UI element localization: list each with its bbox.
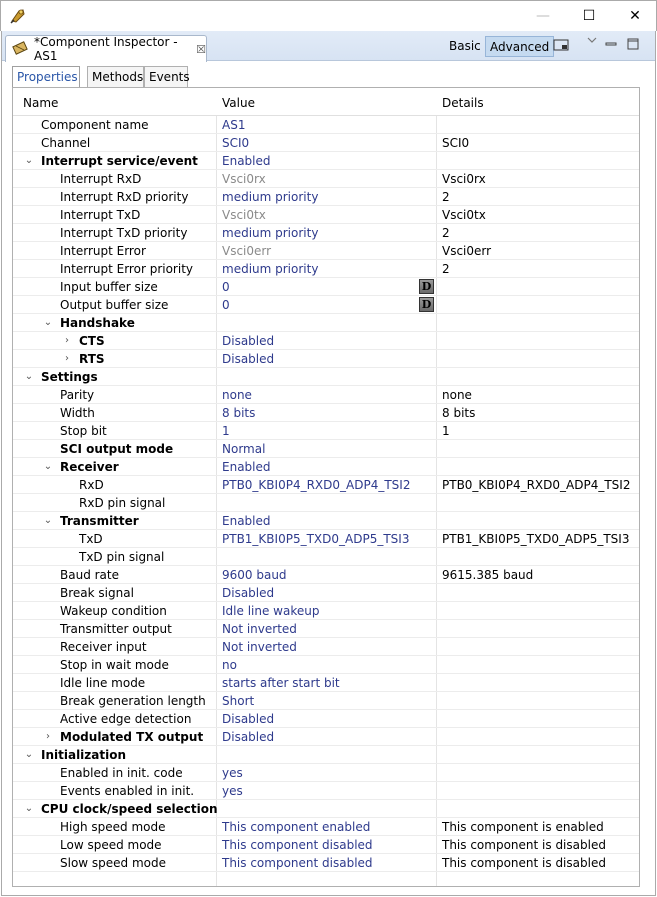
table-row[interactable]: [13, 512, 639, 530]
property-value[interactable]: medium priority: [222, 190, 319, 204]
maximize-button[interactable]: ☐: [582, 8, 596, 24]
properties-table: [12, 87, 640, 887]
property-name: Stop bit: [60, 424, 107, 438]
expand-chevron-down-icon[interactable]: ⌄: [43, 461, 53, 472]
property-name: Interrupt RxD: [60, 172, 142, 186]
expand-chevron-down-icon[interactable]: ⌄: [43, 515, 53, 526]
property-value[interactable]: Disabled: [222, 334, 275, 348]
table-row[interactable]: [13, 152, 639, 170]
property-value[interactable]: Enabled: [222, 154, 271, 168]
table-row[interactable]: [13, 566, 639, 584]
property-name: Interrupt RxD priority: [60, 190, 189, 204]
table-row[interactable]: [13, 854, 639, 872]
property-value[interactable]: medium priority: [222, 226, 319, 240]
table-row[interactable]: [13, 818, 639, 836]
property-value[interactable]: none: [222, 388, 252, 402]
property-value[interactable]: Vsci0tx: [222, 208, 266, 222]
expand-chevron-right-icon[interactable]: ›: [65, 335, 69, 346]
table-row[interactable]: [13, 170, 639, 188]
property-name: Baud rate: [60, 568, 119, 582]
property-name: High speed mode: [60, 820, 166, 834]
table-row[interactable]: [13, 836, 639, 854]
property-name: Receiver input: [60, 640, 147, 654]
property-details: 1: [442, 424, 450, 438]
property-name: SCI output mode: [60, 442, 174, 456]
table-row[interactable]: [13, 368, 639, 386]
property-details: none: [442, 388, 472, 402]
property-name: RxD: [79, 478, 104, 492]
property-value[interactable]: Enabled: [222, 514, 271, 528]
property-value[interactable]: 9600 baud: [222, 568, 287, 582]
property-value[interactable]: This component enabled: [222, 820, 371, 834]
property-value[interactable]: 1: [222, 424, 230, 438]
table-row[interactable]: [13, 260, 639, 278]
table-row[interactable]: [13, 674, 639, 692]
property-value[interactable]: Not inverted: [222, 622, 297, 636]
property-value[interactable]: medium priority: [222, 262, 319, 276]
property-name: Channel: [41, 136, 91, 150]
minimize-view-icon[interactable]: [605, 38, 617, 53]
property-details: 8 bits: [442, 406, 476, 420]
view-menu-icon[interactable]: [586, 34, 598, 48]
table-header: [13, 88, 639, 116]
property-value[interactable]: Vsci0err: [222, 244, 272, 258]
property-details: 9615.385 baud: [442, 568, 534, 582]
property-name: Interrupt TxD priority: [60, 226, 188, 240]
property-name: Interrupt service/event: [41, 154, 198, 168]
property-name: Slow speed mode: [60, 856, 167, 870]
property-value[interactable]: Not inverted: [222, 640, 297, 654]
property-details: Vsci0err: [442, 244, 492, 258]
property-value[interactable]: Disabled: [222, 712, 275, 726]
table-row[interactable]: [13, 206, 639, 224]
property-name: Input buffer size: [60, 280, 158, 294]
table-row[interactable]: [13, 188, 639, 206]
property-value[interactable]: PTB1_KBI0P5_TXD0_ADP5_TSI3: [222, 532, 410, 546]
property-value[interactable]: Disabled: [222, 730, 275, 744]
component-inspector-view: [1, 31, 656, 896]
property-value[interactable]: Normal: [222, 442, 266, 456]
table-row[interactable]: [13, 440, 639, 458]
property-value[interactable]: This component disabled: [222, 856, 373, 870]
expand-chevron-right-icon[interactable]: ›: [65, 353, 69, 364]
table-row[interactable]: [13, 116, 639, 134]
table-row[interactable]: [13, 656, 639, 674]
tab-methods[interactable]: Methods: [87, 66, 144, 88]
minimize-button[interactable]: —: [536, 8, 550, 24]
table-row[interactable]: [13, 602, 639, 620]
table-row[interactable]: [13, 134, 639, 152]
property-name: Break generation length: [60, 694, 206, 708]
table-row[interactable]: [13, 386, 639, 404]
table-row[interactable]: [13, 728, 639, 746]
column-header-name[interactable]: Name: [23, 96, 59, 110]
default-value-button[interactable]: D: [419, 279, 434, 294]
property-name: Interrupt Error: [60, 244, 146, 258]
property-value[interactable]: Disabled: [222, 586, 275, 600]
maximize-view-icon[interactable]: [627, 38, 639, 53]
property-value[interactable]: Idle line wakeup: [222, 604, 320, 618]
property-name: TxD: [79, 532, 103, 546]
view-tabbar: [2, 31, 655, 61]
expand-chevron-down-icon[interactable]: ⌄: [24, 155, 34, 166]
table-row[interactable]: [13, 782, 639, 800]
table-row[interactable]: [13, 278, 639, 296]
property-details: SCI0: [442, 136, 470, 150]
table-row[interactable]: [13, 314, 639, 332]
column-header-details[interactable]: Details: [442, 96, 484, 110]
property-details: PTB1_KBI0P5_TXD0_ADP5_TSI3: [442, 532, 630, 546]
table-row[interactable]: [13, 692, 639, 710]
table-row[interactable]: [13, 422, 639, 440]
property-details: Vsci0rx: [442, 172, 486, 186]
view-layout-icon[interactable]: [553, 38, 569, 55]
property-name: TxD pin signal: [79, 550, 165, 564]
property-details: 2: [442, 190, 450, 204]
property-value[interactable]: Short: [222, 694, 255, 708]
table-row[interactable]: [13, 458, 639, 476]
table-row[interactable]: [13, 584, 639, 602]
table-row[interactable]: [13, 638, 639, 656]
property-name: CPU clock/speed selection: [41, 802, 218, 816]
table-row[interactable]: [13, 710, 639, 728]
property-name: Width: [60, 406, 95, 420]
expand-chevron-down-icon[interactable]: ⌄: [24, 749, 34, 760]
property-details: 2: [442, 226, 450, 240]
property-name: Interrupt Error priority: [60, 262, 193, 276]
property-name: Handshake: [60, 316, 135, 330]
property-value[interactable]: 0: [222, 280, 230, 294]
property-name: CTS: [79, 334, 105, 348]
expand-chevron-right-icon[interactable]: ›: [46, 731, 50, 742]
table-row[interactable]: [13, 494, 639, 512]
property-name: Break signal: [60, 586, 134, 600]
table-row[interactable]: [13, 332, 639, 350]
window-titlebar: [0, 0, 657, 31]
table-row[interactable]: [13, 548, 639, 566]
default-value-button[interactable]: D: [419, 297, 434, 312]
property-name: Active edge detection: [60, 712, 192, 726]
property-value[interactable]: SCI0: [222, 136, 250, 150]
property-name: Events enabled in init.: [60, 784, 195, 798]
property-details: PTB0_KBI0P4_RXD0_ADP4_TSI2: [442, 478, 631, 492]
property-name: RTS: [79, 352, 105, 366]
property-value[interactable]: starts after start bit: [222, 676, 340, 690]
property-value[interactable]: PTB0_KBI0P4_RXD0_ADP4_TSI2: [222, 478, 411, 492]
expand-chevron-down-icon[interactable]: ⌄: [24, 803, 34, 814]
property-name: Receiver: [60, 460, 119, 474]
table-row[interactable]: [13, 800, 639, 818]
expand-chevron-down-icon[interactable]: ⌄: [43, 317, 53, 328]
table-row[interactable]: [13, 224, 639, 242]
tab-events[interactable]: Events: [144, 66, 188, 88]
app-icon: [9, 7, 27, 25]
property-details: 2: [442, 262, 450, 276]
table-row[interactable]: [13, 620, 639, 638]
property-details: Vsci0tx: [442, 208, 486, 222]
property-name: Parity: [60, 388, 95, 402]
property-value[interactable]: AS1: [222, 118, 246, 132]
property-name: Low speed mode: [60, 838, 162, 852]
property-details: This component is disabled: [442, 838, 606, 852]
property-value[interactable]: 8 bits: [222, 406, 256, 420]
property-name: RxD pin signal: [79, 496, 166, 510]
property-name: Enabled in init. code: [60, 766, 183, 780]
property-value[interactable]: Disabled: [222, 352, 275, 366]
table-row[interactable]: [13, 530, 639, 548]
table-row[interactable]: [13, 404, 639, 422]
property-value[interactable]: 0: [222, 298, 230, 312]
table-row[interactable]: [13, 296, 639, 314]
property-value[interactable]: yes: [222, 766, 243, 780]
column-header-value[interactable]: Value: [222, 96, 255, 110]
table-row[interactable]: [13, 476, 639, 494]
property-name: Component name: [41, 118, 149, 132]
table-row[interactable]: [13, 242, 639, 260]
property-value[interactable]: This component disabled: [222, 838, 373, 852]
property-name: Wakeup condition: [60, 604, 167, 618]
close-tab-icon[interactable]: ☒: [196, 42, 206, 56]
property-details: This component is enabled: [442, 820, 604, 834]
property-name: Transmitter output: [60, 622, 172, 636]
property-value[interactable]: Enabled: [222, 460, 271, 474]
property-name: Transmitter: [60, 514, 139, 528]
tab-title: *Component Inspector - AS1: [34, 35, 178, 63]
property-name: Stop in wait mode: [60, 658, 169, 672]
property-value[interactable]: no: [222, 658, 237, 672]
property-name: Modulated TX output: [60, 730, 204, 744]
expand-chevron-down-icon[interactable]: ⌄: [24, 371, 34, 382]
tab-properties[interactable]: Properties: [12, 66, 80, 88]
table-row[interactable]: [13, 350, 639, 368]
property-name: Interrupt TxD: [60, 208, 141, 222]
property-name: Initialization: [41, 748, 127, 762]
advanced-mode-button[interactable]: Advanced: [485, 36, 554, 57]
basic-mode-button[interactable]: Basic: [449, 39, 481, 53]
component-icon: [12, 41, 28, 58]
table-row[interactable]: [13, 764, 639, 782]
property-value[interactable]: yes: [222, 784, 243, 798]
property-value[interactable]: Vsci0rx: [222, 172, 266, 186]
property-name: Settings: [41, 370, 98, 384]
property-details: This component is disabled: [442, 856, 606, 870]
table-row[interactable]: [13, 746, 639, 764]
close-window-button[interactable]: ✕: [629, 8, 641, 24]
property-name: Idle line mode: [60, 676, 146, 690]
tab-component-inspector[interactable]: [5, 35, 207, 62]
property-name: Output buffer size: [60, 298, 169, 312]
